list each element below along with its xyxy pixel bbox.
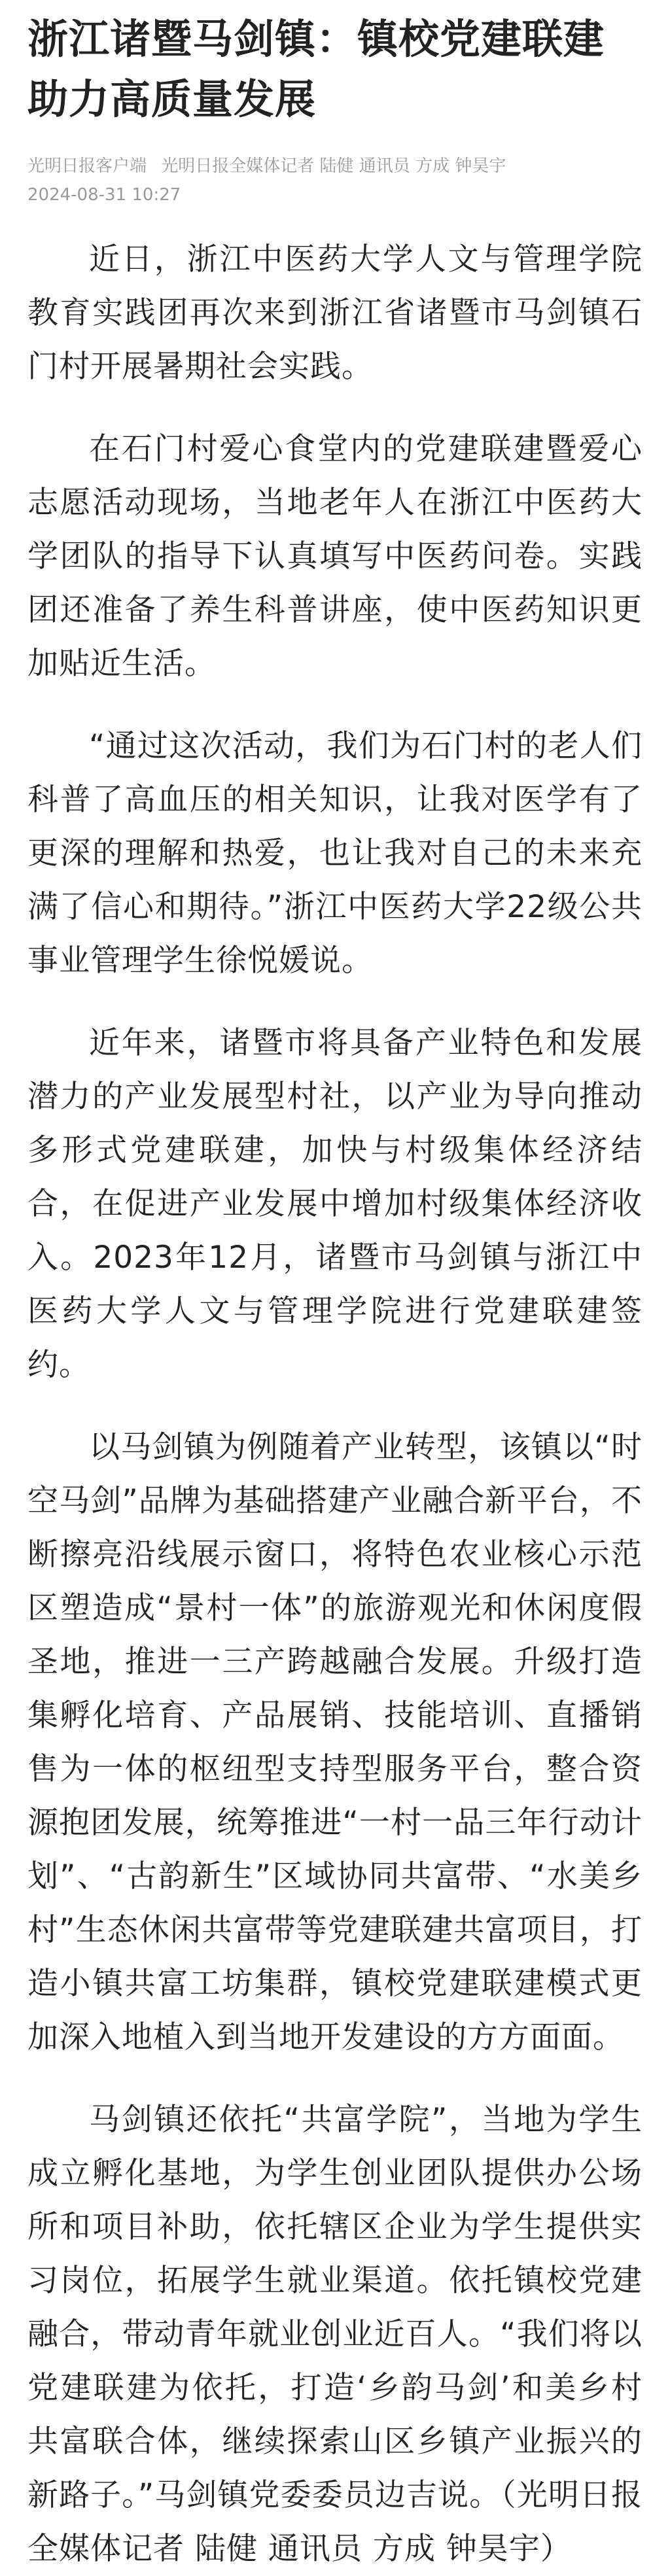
- article-title: 浙江诸暨马剑镇：镇校党建联建助力高质量发展: [27, 15, 605, 123]
- article-byline: [27, 154, 643, 178]
- article-body: [27, 233, 643, 2576]
- source-name[interactable]: 光明日报客户端: [27, 156, 147, 176]
- paragraph: 马剑镇还依托“共富学院”，当地为学生成立孵化基地，为学生创业团队提供办公场所和项目补助，依托辖区企业为学生提供实习岗位，拓展学生就业渠道。依托镇校党建融合，带动青年就业创业近百人。“我们将以党建联建为依托，打造‘乡韵马剑’和美乡村共富联合体，继续探索山区乡镇产业振兴的新路子。”马剑镇党委委员边吉说。（光明日报全媒体记者 陆健 通讯员 方成 钟昊宇）: [27, 2102, 643, 2567]
- paragraph: 在石门村爱心食堂内的党建联建暨爱心志愿活动现场，当地老年人在浙江中医药大学团队的指导下认真填写中医药问卷。实践团还准备了养生科普讲座，使中医药知识更加贴近生活。: [27, 431, 643, 682]
- publish-date: 2024-08-31 10:27: [27, 185, 181, 205]
- paragraph: 以马剑镇为例随着产业转型，该镇以“时空马剑”品牌为基础搭建产业融合新平台，不断擦亮沿线展示窗口，将特色农业核心示范区塑造成“景村一体”的旅游观光和休闲度假圣地，推进一三产跨越融合发展。升级打造集孵化培育、产品展销、技能培训、直播销售为一体的枢纽型支持型服务平台，整合资源抱团发展，统筹推进“一村一品三年行动计划”、“古韵新生”区域协同共富带、“水美乡村”生态休闲共富带等党建联建共富项目，打造小镇共富工坊集群，镇校党建联建模式更加深入地植入到当地开发建设的方方面面。: [27, 1429, 643, 2055]
- paragraph: 近日，浙江中医药大学人文与管理学院教育实践团再次来到浙江省诸暨市马剑镇石门村开展暑期社会实践。: [27, 241, 643, 385]
- paragraph: 近年来，诸暨市将具备产业特色和发展潜力的产业发展型村社，以产业为导向推动多形式党建联建，加快与村级集体经济结合，在促进产业发展中增加村级集体经济收入。2023年12月，诸暨市马剑镇与浙江中医药大学人文与管理学院进行党建联建签约。: [27, 1025, 643, 1383]
- author-line: 光明日报全媒体记者 陆健 通讯员 方成 钟昊宇: [161, 156, 506, 176]
- paragraph: “通过这次活动，我们为石门村的老人们科普了高血压的相关知识，让我对医学有了更深的理解和热爱，也让我对自己的未来充满了信心和期待。”浙江中医药大学22级公共事业管理学生徐悦媛说。: [27, 728, 643, 979]
